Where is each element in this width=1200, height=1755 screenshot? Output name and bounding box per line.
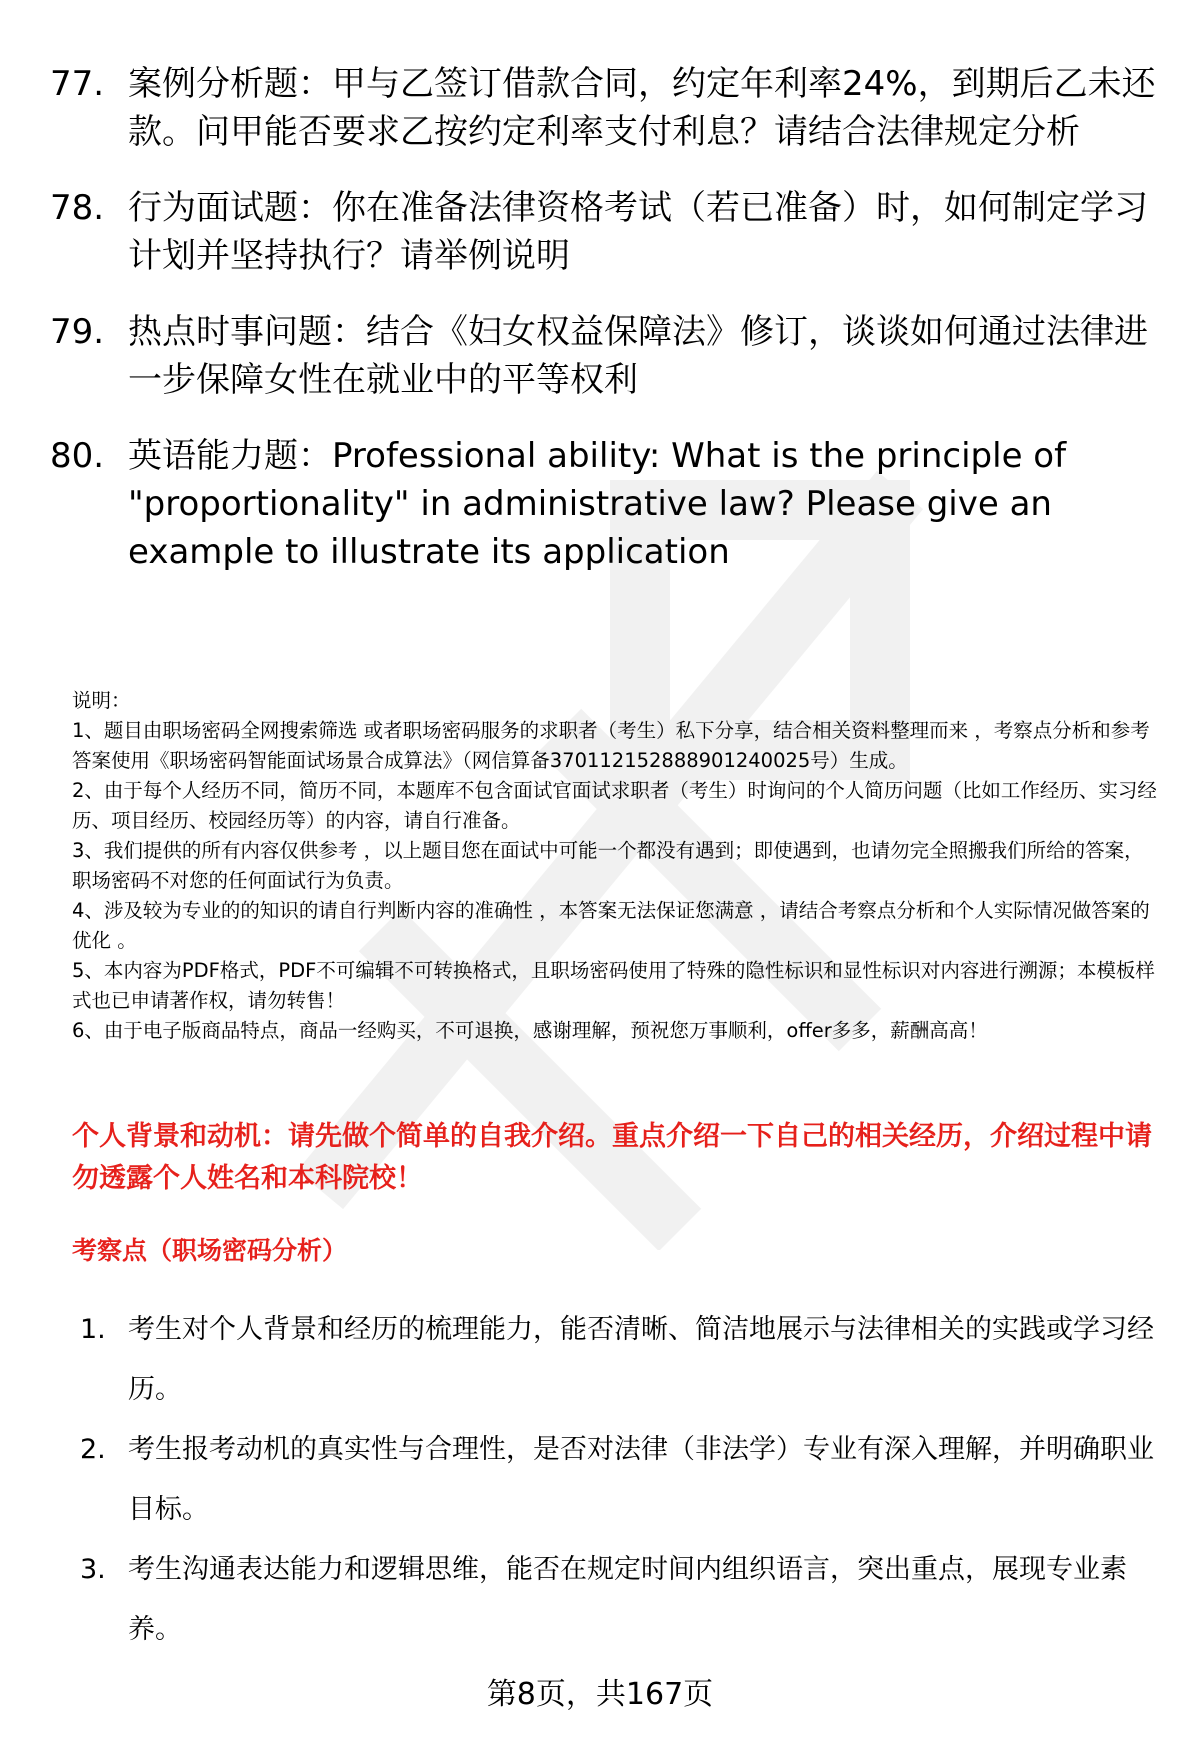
note-item: 3、我们提供的所有内容仅供参考 ，以上题目您在面试中可能一个都没有遇到；即使遇到，也请勿完全照搬我们所给的答案，职场密码不对您的任何面试行为负责。 (72, 839, 1144, 892)
section-heading: 个人背景和动机：请先做个简单的自我介绍。重点介绍一下自己的相关经历，介绍过程中请勿透露个人姓名和本科院校！ (72, 1121, 1152, 1194)
note-item: 2、由于每个人经历不同，简历不同，本题库不包含面试官面试求职者（考生）时询问的个人简历问题（比如工作经历、实习经历、项目经历、校园经历等）的内容，请自行准备。 (72, 779, 1157, 832)
question-number: 80. (50, 436, 105, 476)
analysis-point (80, 1420, 1160, 1540)
point-number: 3. (80, 1554, 106, 1585)
note-item: 6、由于电子版商品特点，商品一经购买，不可退换，感谢理解，预祝您万事顺利，offer多多，薪酬高高！ (72, 1019, 988, 1042)
point-number: 1. (80, 1314, 106, 1345)
question-number: 79. (50, 312, 105, 352)
question-item (50, 308, 1160, 404)
point-text: 考生沟通表达能力和逻辑思维，能否在规定时间内组织语言，突出重点，展现专业素养。 (128, 1554, 1127, 1645)
analysis-point (80, 1300, 1160, 1420)
analysis-points (80, 1300, 1160, 1660)
question-list (50, 60, 1160, 604)
question-item (50, 432, 1160, 576)
point-number: 2. (80, 1434, 106, 1465)
page-footer: 第8页，共167页 (486, 1677, 714, 1712)
note-item: 5、本内容为PDF格式，PDF不可编辑不可转换格式，且职场密码使用了特殊的隐性标识和显性标识对内容进行溯源；本模板样式也已申请著作权，请勿转售！ (72, 959, 1155, 1012)
point-text: 考生报考动机的真实性与合理性，是否对法律（非法学）专业有深入理解，并明确职业目标。 (128, 1434, 1154, 1525)
analysis-point (80, 1540, 1160, 1660)
notes-block (72, 686, 1157, 1046)
question-text: 英语能力题：Professional ability: What is the principle of "proportionality" in administrative law? Please give an example to illustrate its application (128, 436, 1067, 572)
notes-title: 说明： (72, 689, 131, 712)
section-subheading: 考察点（职场密码分析） (72, 1236, 348, 1265)
question-number: 77. (50, 64, 105, 104)
question-text: 案例分析题：甲与乙签订借款合同，约定年利率24%，到期后乙未还款。问甲能否要求乙按约定利率支付利息？请结合法律规定分析 (128, 64, 1156, 152)
question-number: 78. (50, 188, 105, 228)
question-item (50, 184, 1160, 280)
point-text: 考生对个人背景和经历的梳理能力，能否清晰、简洁地展示与法律相关的实践或学习经历。 (128, 1314, 1154, 1405)
question-text: 行为面试题：你在准备法律资格考试（若已准备）时，如何制定学习计划并坚持执行？请举例说明 (128, 188, 1148, 276)
question-text: 热点时事问题：结合《妇女权益保障法》修订，谈谈如何通过法律进一步保障女性在就业中的平等权利 (128, 312, 1148, 400)
note-item: 1、题目由职场密码全网搜索筛选 或者职场密码服务的求职者（考生）私下分享，结合相关资料整理而来 ，考察点分析和参考答案使用《职场密码智能面试场景合成算法》（网信算备370112152888901240025号）生成。 (72, 719, 1150, 772)
note-item: 4、涉及较为专业的的知识的请自行判断内容的准确性 ，本答案无法保证您满意 ，请结合考察点分析和个人实际情况做答案的优化 。 (72, 899, 1150, 952)
question-item (50, 60, 1160, 156)
